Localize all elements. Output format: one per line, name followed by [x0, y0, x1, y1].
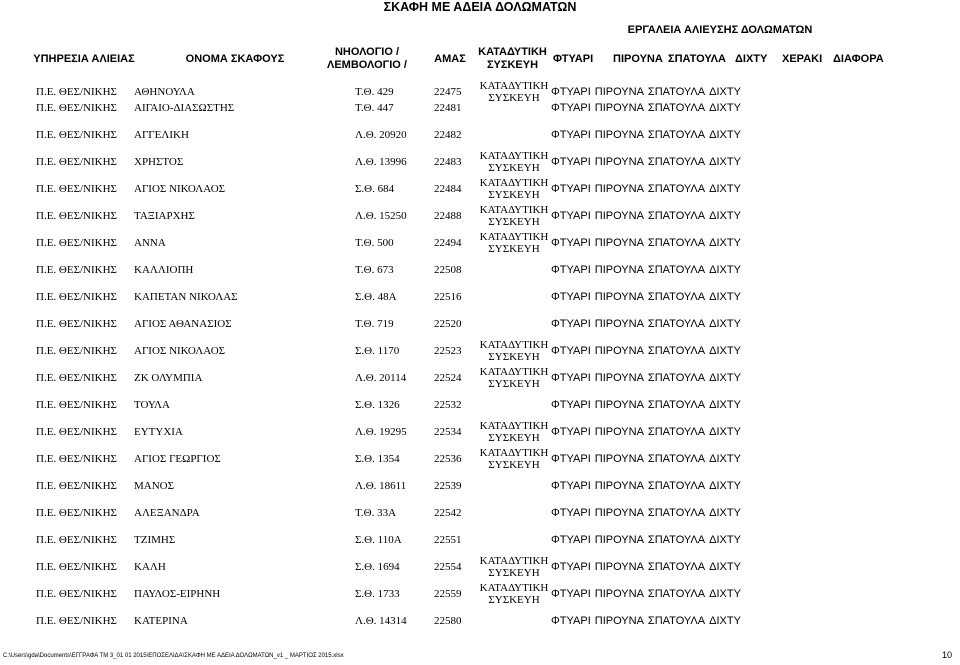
header-tool-5: ΔΙΑΦΟΡΑ	[833, 53, 884, 65]
row-vessel: ΑΓΙΟΣ ΓΕΩΡΓΙΟΣ	[134, 453, 221, 465]
row-amas: 22481	[434, 102, 462, 114]
row-tools	[551, 507, 745, 519]
row-amas: 22524	[434, 372, 462, 384]
header-tool-0: ΦΤΥΑΡΙ	[553, 53, 594, 65]
header-amas: ΑΜΑΣ	[434, 53, 466, 65]
row-service: Π.Ε. ΘΕΣ/ΝΙΚΗΣ	[36, 210, 117, 222]
header-service: ΥΠΗΡΕΣΙΑ ΑΛΙΕΙΑΣ	[33, 53, 135, 65]
row-amas: 22536	[434, 453, 462, 465]
row-tool: ΦΤΥΑΡΙ	[551, 561, 591, 573]
row-registry: Σ.Θ. 1326	[355, 399, 400, 411]
row-amas: 22494	[434, 237, 462, 249]
row-tool: ΠΙΡΟΥΝΑ	[594, 264, 644, 276]
row-tool: ΠΙΡΟΥΝΑ	[594, 507, 644, 519]
row-tool: ΣΠΑΤΟΥΛΑ	[647, 480, 706, 492]
row-tool: ΣΠΑΤΟΥΛΑ	[647, 345, 706, 357]
row-registry: Σ.Θ. 110Α	[355, 534, 402, 546]
row-vessel: ΑΝΝΑ	[134, 237, 166, 249]
row-tools	[551, 86, 745, 98]
header-vessel: ΟΝΟΜΑ ΣΚΑΦΟΥΣ	[185, 53, 285, 65]
row-service: Π.Ε. ΘΕΣ/ΝΙΚΗΣ	[36, 534, 117, 546]
row-vessel: ΤΖΙΜΗΣ	[134, 534, 176, 546]
header-tool-3: ΔΙΧΤΥ	[735, 53, 768, 65]
row-service: Π.Ε. ΘΕΣ/ΝΙΚΗΣ	[36, 561, 117, 573]
row-tools	[551, 480, 745, 492]
row-tool: ΦΤΥΑΡΙ	[551, 264, 591, 276]
row-diving: ΚΑΤΑΔΥΤΙΚΗ ΣΥΣΚΕΥΗ	[479, 339, 549, 363]
row-service: Π.Ε. ΘΕΣ/ΝΙΚΗΣ	[36, 615, 117, 627]
row-tool: ΦΤΥΑΡΙ	[551, 507, 591, 519]
row-vessel: ΧΡΗΣΤΟΣ	[134, 156, 184, 168]
row-amas: 22488	[434, 210, 462, 222]
row-service: Π.Ε. ΘΕΣ/ΝΙΚΗΣ	[36, 507, 117, 519]
row-vessel: ΑΓΙΟΣ ΝΙΚΟΛΑΟΣ	[134, 345, 226, 357]
header-tool-2: ΣΠΑΤΟΥΛΑ	[668, 53, 726, 65]
row-tool: ΦΤΥΑΡΙ	[551, 372, 591, 384]
row-service: Π.Ε. ΘΕΣ/ΝΙΚΗΣ	[36, 399, 117, 411]
row-vessel: ΤΟΥΛΑ	[134, 399, 170, 411]
page-title: ΣΚΑΦΗ ΜΕ ΑΔΕΙΑ ΔΟΛΩΜΑΤΩΝ	[383, 0, 577, 14]
row-service: Π.Ε. ΘΕΣ/ΝΙΚΗΣ	[36, 102, 117, 114]
row-registry: Λ.Θ. 15250	[355, 210, 407, 222]
row-tool: ΔΙΧΤΥ	[709, 345, 741, 357]
row-tool: ΣΠΑΤΟΥΛΑ	[647, 507, 706, 519]
row-registry: Λ.Θ. 20114	[355, 372, 407, 384]
row-tool: ΣΠΑΤΟΥΛΑ	[647, 426, 706, 438]
row-tool: ΦΤΥΑΡΙ	[551, 129, 591, 141]
row-amas: 22484	[434, 183, 462, 195]
row-tool: ΦΤΥΑΡΙ	[551, 102, 591, 114]
row-tools	[551, 291, 745, 303]
row-service: Π.Ε. ΘΕΣ/ΝΙΚΗΣ	[36, 237, 117, 249]
row-tool: ΣΠΑΤΟΥΛΑ	[647, 615, 706, 627]
row-vessel: ΚΑΠΕΤΑΝ ΝΙΚΟΛΑΣ	[134, 291, 238, 303]
row-tool: ΔΙΧΤΥ	[709, 588, 741, 600]
row-tool: ΔΙΧΤΥ	[709, 561, 741, 573]
row-amas: 22508	[434, 264, 462, 276]
row-diving: ΚΑΤΑΔΥΤΙΚΗ ΣΥΣΚΕΥΗ	[479, 555, 549, 579]
row-registry: Σ.Θ. 1694	[355, 561, 400, 573]
row-tool: ΠΙΡΟΥΝΑ	[594, 129, 644, 141]
row-vessel: ΕΥΤΥΧΙΑ	[134, 426, 183, 438]
row-diving: ΚΑΤΑΔΥΤΙΚΗ ΣΥΣΚΕΥΗ	[479, 150, 549, 174]
row-tool: ΣΠΑΤΟΥΛΑ	[647, 453, 706, 465]
row-registry: Τ.Θ. 673	[355, 264, 394, 276]
row-tool: ΣΠΑΤΟΥΛΑ	[647, 129, 706, 141]
row-tools	[551, 453, 745, 465]
row-tool: ΣΠΑΤΟΥΛΑ	[647, 561, 706, 573]
row-tools	[551, 561, 745, 573]
row-vessel: ΤΑΞΙΑΡΧΗΣ	[134, 210, 195, 222]
row-amas: 22482	[434, 129, 462, 141]
row-tools	[551, 102, 745, 114]
row-tools	[551, 345, 745, 357]
row-service: Π.Ε. ΘΕΣ/ΝΙΚΗΣ	[36, 156, 117, 168]
row-service: Π.Ε. ΘΕΣ/ΝΙΚΗΣ	[36, 480, 117, 492]
row-tool: ΣΠΑΤΟΥΛΑ	[647, 291, 706, 303]
row-tool: ΦΤΥΑΡΙ	[551, 480, 591, 492]
row-tool: ΦΤΥΑΡΙ	[551, 615, 591, 627]
row-vessel: ΚΑΛΗ	[134, 561, 166, 573]
header-tool-4: ΧΕΡΑΚΙ	[782, 53, 823, 65]
row-tool: ΠΙΡΟΥΝΑ	[594, 480, 644, 492]
row-amas: 22580	[434, 615, 462, 627]
row-tool: ΦΤΥΑΡΙ	[551, 237, 591, 249]
row-service: Π.Ε. ΘΕΣ/ΝΙΚΗΣ	[36, 291, 117, 303]
row-tool: ΣΠΑΤΟΥΛΑ	[647, 86, 706, 98]
row-registry: Τ.Θ. 719	[355, 318, 394, 330]
row-tool: ΔΙΧΤΥ	[709, 210, 741, 222]
row-tool: ΔΙΧΤΥ	[709, 399, 741, 411]
row-tool: ΠΙΡΟΥΝΑ	[594, 588, 644, 600]
row-tool: ΔΙΧΤΥ	[709, 291, 741, 303]
row-tool: ΠΙΡΟΥΝΑ	[594, 345, 644, 357]
row-tool: ΦΤΥΑΡΙ	[551, 345, 591, 357]
row-tool: ΠΙΡΟΥΝΑ	[594, 156, 644, 168]
row-service: Π.Ε. ΘΕΣ/ΝΙΚΗΣ	[36, 372, 117, 384]
row-service: Π.Ε. ΘΕΣ/ΝΙΚΗΣ	[36, 86, 117, 98]
row-tool: ΔΙΧΤΥ	[709, 156, 741, 168]
row-amas: 22539	[434, 480, 462, 492]
row-amas: 22520	[434, 318, 462, 330]
row-tool: ΠΙΡΟΥΝΑ	[594, 237, 644, 249]
row-amas: 22475	[434, 86, 462, 98]
row-service: Π.Ε. ΘΕΣ/ΝΙΚΗΣ	[36, 453, 117, 465]
row-diving: ΚΑΤΑΔΥΤΙΚΗ ΣΥΣΚΕΥΗ	[479, 366, 549, 390]
tools-group-title: ΕΡΓΑΛΕΙΑ ΑΛΙΕΥΣΗΣ ΔΟΛΩΜΑΤΩΝ	[627, 24, 813, 36]
row-tool: ΦΤΥΑΡΙ	[551, 291, 591, 303]
row-tool: ΦΤΥΑΡΙ	[551, 534, 591, 546]
row-tool: ΔΙΧΤΥ	[709, 237, 741, 249]
row-service: Π.Ε. ΘΕΣ/ΝΙΚΗΣ	[36, 264, 117, 276]
row-registry: Λ.Θ. 19295	[355, 426, 407, 438]
row-service: Π.Ε. ΘΕΣ/ΝΙΚΗΣ	[36, 426, 117, 438]
row-tool: ΣΠΑΤΟΥΛΑ	[647, 237, 706, 249]
row-amas: 22559	[434, 588, 462, 600]
row-tool: ΔΙΧΤΥ	[709, 426, 741, 438]
header-diving: ΚΑΤΑΔΥΤΙΚΗ ΣΥΣΚΕΥΗ	[478, 46, 547, 71]
row-tool: ΠΙΡΟΥΝΑ	[594, 615, 644, 627]
row-service: Π.Ε. ΘΕΣ/ΝΙΚΗΣ	[36, 345, 117, 357]
row-tools	[551, 588, 745, 600]
row-tool: ΦΤΥΑΡΙ	[551, 588, 591, 600]
row-tool: ΣΠΑΤΟΥΛΑ	[647, 210, 706, 222]
row-diving: ΚΑΤΑΔΥΤΙΚΗ ΣΥΣΚΕΥΗ	[479, 447, 549, 471]
row-tool: ΦΤΥΑΡΙ	[551, 399, 591, 411]
row-registry: Τ.Θ. 33Α	[355, 507, 397, 519]
row-tool: ΣΠΑΤΟΥΛΑ	[647, 318, 706, 330]
row-vessel: ΑΘΗΝΟΥΛΑ	[134, 86, 195, 98]
row-tool: ΠΙΡΟΥΝΑ	[594, 453, 644, 465]
row-tool: ΠΙΡΟΥΝΑ	[594, 102, 644, 114]
row-vessel: ΚΑΤΕΡΙΝΑ	[134, 615, 188, 627]
row-amas: 22551	[434, 534, 462, 546]
row-tool: ΠΙΡΟΥΝΑ	[594, 318, 644, 330]
row-tools	[551, 237, 745, 249]
row-tool: ΠΙΡΟΥΝΑ	[594, 183, 644, 195]
row-vessel: ΖΚ ΟΛΥΜΠΙΑ	[134, 372, 203, 384]
row-registry: Τ.Θ. 500	[355, 237, 394, 249]
row-vessel: ΚΑΛΛΙΟΠΗ	[134, 264, 194, 276]
row-tool: ΔΙΧΤΥ	[709, 372, 741, 384]
row-tool: ΦΤΥΑΡΙ	[551, 453, 591, 465]
row-tool: ΠΙΡΟΥΝΑ	[594, 86, 644, 98]
row-diving: ΚΑΤΑΔΥΤΙΚΗ ΣΥΣΚΕΥΗ	[479, 231, 549, 255]
row-tool: ΣΠΑΤΟΥΛΑ	[647, 399, 706, 411]
row-registry: Σ.Θ. 48Α	[355, 291, 397, 303]
row-service: Π.Ε. ΘΕΣ/ΝΙΚΗΣ	[36, 129, 117, 141]
row-tool: ΠΙΡΟΥΝΑ	[594, 534, 644, 546]
row-registry: Τ.Θ. 447	[355, 102, 394, 114]
row-registry: Λ.Θ. 14314	[355, 615, 407, 627]
row-registry: Λ.Θ. 18611	[355, 480, 407, 492]
row-tools	[551, 426, 745, 438]
row-service: Π.Ε. ΘΕΣ/ΝΙΚΗΣ	[36, 588, 117, 600]
row-diving: ΚΑΤΑΔΥΤΙΚΗ ΣΥΣΚΕΥΗ	[479, 177, 549, 201]
row-tool: ΔΙΧΤΥ	[709, 86, 741, 98]
row-tools	[551, 534, 745, 546]
row-tool: ΔΙΧΤΥ	[709, 318, 741, 330]
row-tool: ΠΙΡΟΥΝΑ	[594, 399, 644, 411]
row-tool: ΣΠΑΤΟΥΛΑ	[647, 156, 706, 168]
row-tools	[551, 156, 745, 168]
page-number: 10	[941, 650, 952, 660]
row-tool: ΦΤΥΑΡΙ	[551, 318, 591, 330]
row-amas: 22483	[434, 156, 462, 168]
row-tool: ΔΙΧΤΥ	[709, 480, 741, 492]
row-tool: ΣΠΑΤΟΥΛΑ	[647, 534, 706, 546]
row-vessel: ΜΑΝΟΣ	[134, 480, 175, 492]
row-diving: ΚΑΤΑΔΥΤΙΚΗ ΣΥΣΚΕΥΗ	[479, 582, 549, 606]
row-tool: ΦΤΥΑΡΙ	[551, 183, 591, 195]
row-tool: ΔΙΧΤΥ	[709, 453, 741, 465]
row-tool: ΔΙΧΤΥ	[709, 534, 741, 546]
header-registry: ΝΗΟΛΟΓΙΟ / ΛΕΜΒΟΛΟΓΙΟ /	[327, 46, 407, 71]
row-vessel: ΠΑΥΛΟΣ-ΕΙΡΗΝΗ	[134, 588, 221, 600]
row-tool: ΦΤΥΑΡΙ	[551, 156, 591, 168]
footer-file-path: C:\Users\gda\Documents\ΕΓΓΡΑΦΑ ΤΜ 3_01 01 2015\ΕΠΟΣΕΛΙΔΑ\ΣΚΑΦΗ ΜΕ ΑΔΕΙΑ ΔΟΛΩΜΑΤΩΝ_v1 _ ΜΑΡΤΙΟΣ 2015.xlsx	[3, 653, 344, 659]
row-registry: Σ.Θ. 684	[355, 183, 395, 195]
row-service: Π.Ε. ΘΕΣ/ΝΙΚΗΣ	[36, 183, 117, 195]
row-tool: ΠΙΡΟΥΝΑ	[594, 210, 644, 222]
row-tool: ΠΙΡΟΥΝΑ	[594, 372, 644, 384]
row-tool: ΣΠΑΤΟΥΛΑ	[647, 264, 706, 276]
row-registry: Λ.Θ. 20920	[355, 129, 407, 141]
row-tools	[551, 399, 745, 411]
row-tool: ΔΙΧΤΥ	[709, 102, 741, 114]
row-amas: 22542	[434, 507, 462, 519]
row-vessel: ΑΓΙΟΣ ΑΘΑΝΑΣΙΟΣ	[134, 318, 232, 330]
row-tool: ΔΙΧΤΥ	[709, 615, 741, 627]
row-vessel: ΑΛΕΞΑΝΔΡΑ	[134, 507, 200, 519]
row-tool: ΠΙΡΟΥΝΑ	[594, 291, 644, 303]
row-tool: ΠΙΡΟΥΝΑ	[594, 561, 644, 573]
row-tool: ΔΙΧΤΥ	[709, 183, 741, 195]
row-registry: Σ.Θ. 1354	[355, 453, 400, 465]
row-tools	[551, 372, 745, 384]
row-tools	[551, 210, 745, 222]
row-tools	[551, 129, 745, 141]
row-registry: Τ.Θ. 429	[355, 86, 394, 98]
row-amas: 22516	[434, 291, 462, 303]
row-tool: ΣΠΑΤΟΥΛΑ	[647, 102, 706, 114]
row-tools	[551, 318, 745, 330]
row-registry: Λ.Θ. 13996	[355, 156, 407, 168]
row-tools	[551, 264, 745, 276]
row-tool: ΦΤΥΑΡΙ	[551, 426, 591, 438]
row-amas: 22534	[434, 426, 462, 438]
row-service: Π.Ε. ΘΕΣ/ΝΙΚΗΣ	[36, 318, 117, 330]
row-amas: 22532	[434, 399, 462, 411]
header-tool-1: ΠΙΡΟΥΝΑ	[613, 53, 663, 65]
row-diving: ΚΑΤΑΔΥΤΙΚΗ ΣΥΣΚΕΥΗ	[479, 80, 549, 104]
row-tool: ΣΠΑΤΟΥΛΑ	[647, 372, 706, 384]
row-tool: ΣΠΑΤΟΥΛΑ	[647, 588, 706, 600]
row-registry: Σ.Θ. 1170	[355, 345, 400, 357]
row-tool: ΠΙΡΟΥΝΑ	[594, 426, 644, 438]
row-amas: 22554	[434, 561, 462, 573]
row-tool: ΦΤΥΑΡΙ	[551, 86, 591, 98]
row-registry: Σ.Θ. 1733	[355, 588, 400, 600]
row-tool: ΣΠΑΤΟΥΛΑ	[647, 183, 706, 195]
row-tool: ΦΤΥΑΡΙ	[551, 210, 591, 222]
row-tool: ΔΙΧΤΥ	[709, 129, 741, 141]
row-diving: ΚΑΤΑΔΥΤΙΚΗ ΣΥΣΚΕΥΗ	[479, 420, 549, 444]
row-vessel: ΑΓΓΕΛΙΚΗ	[134, 129, 189, 141]
row-tools	[551, 615, 745, 627]
row-amas: 22523	[434, 345, 462, 357]
row-tool: ΔΙΧΤΥ	[709, 507, 741, 519]
row-tools	[551, 183, 745, 195]
row-tool: ΔΙΧΤΥ	[709, 264, 741, 276]
row-vessel: ΑΓΙΟΣ ΝΙΚΟΛΑΟΣ	[134, 183, 226, 195]
row-diving: ΚΑΤΑΔΥΤΙΚΗ ΣΥΣΚΕΥΗ	[479, 204, 549, 228]
row-vessel: ΑΙΓΑΙΟ-ΔΙΑΣΩΣΤΗΣ	[134, 102, 235, 114]
